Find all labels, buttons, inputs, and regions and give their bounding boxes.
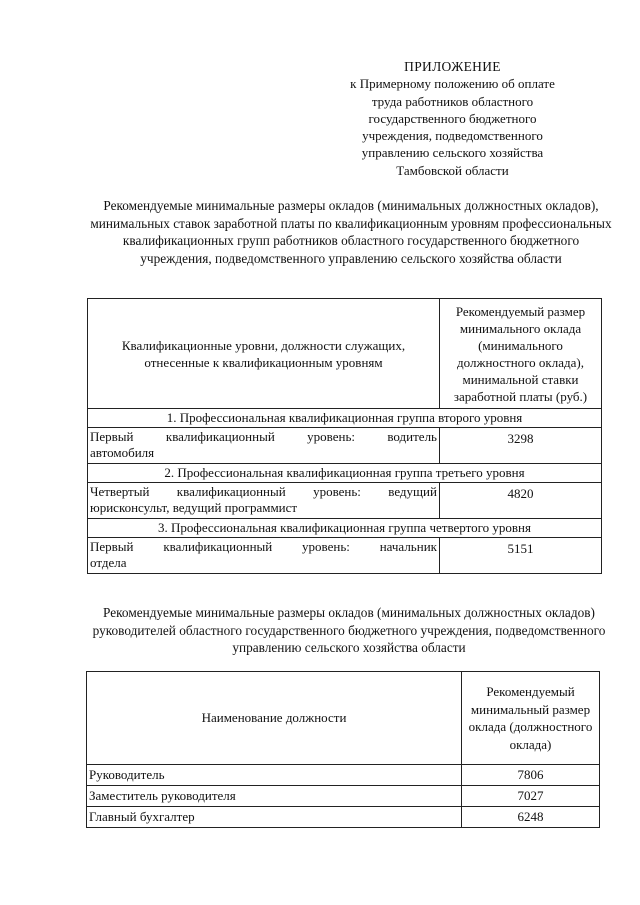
appendix-block — [330, 58, 575, 179]
group-row — [88, 409, 602, 428]
position-line: юрисконсульт, ведущий программист — [90, 500, 298, 515]
appendix-title: ПРИЛОЖЕНИЕ — [404, 59, 501, 74]
position-line: отдела — [90, 555, 127, 570]
table-row — [87, 786, 600, 807]
table-header-row — [88, 299, 602, 409]
position-word: квалификационный — [163, 539, 273, 554]
section1-heading: Рекомендуемые минимальные размеры окладов (минимальных должностных окладов), минимальных ставок заработной платы по квалификационным уровням профессиональных квалификационных групп работников областного государственного бюджетного учреждения, подведомственного управлению сельского хозяйства области — [90, 198, 612, 266]
appendix-line: Тамбовской области — [396, 162, 509, 178]
header-qualification-levels: Квалификационные уровни, должности служащих, отнесенные к квалификационным уровням — [88, 299, 440, 409]
position-word: квалификационный — [176, 484, 286, 499]
salary-value: 6248 — [462, 807, 600, 828]
position-line — [90, 429, 437, 445]
position-word: Первый — [90, 429, 134, 444]
salary-value: 3298 — [440, 428, 602, 464]
header-recommended-salary: Рекомендуемый минимальный размер оклада (должностного оклада) — [462, 672, 600, 765]
position-line — [90, 484, 437, 500]
position-cell: Заместитель руководителя — [87, 786, 462, 807]
appendix-line: к Примерному положению об оплате — [350, 76, 555, 92]
position-cell — [88, 483, 440, 519]
position-cell — [88, 538, 440, 574]
position-word: начальник — [379, 539, 437, 554]
position-word: ведущий — [388, 484, 437, 499]
table-header-row — [87, 672, 600, 765]
table-row — [88, 538, 602, 574]
group-title: 1. Профессиональная квалификационная группа второго уровня — [88, 409, 602, 428]
position-word: квалификационный — [165, 429, 275, 444]
salary-value: 7806 — [462, 765, 600, 786]
appendix-line: государственного бюджетного — [368, 110, 537, 126]
group-row — [88, 519, 602, 538]
group-title: 3. Профессиональная квалификационная группа четвертого уровня — [88, 519, 602, 538]
table-row — [88, 428, 602, 464]
position-word: уровень: — [302, 539, 350, 554]
header-position-name: Наименование должности — [87, 672, 462, 765]
position-word: уровень: — [313, 484, 361, 499]
header-recommended-salary: Рекомендуемый размер минимального оклада (минимального должностного оклада), минимальной ставки заработной платы (руб.) — [440, 299, 602, 409]
section2-heading: Рекомендуемые минимальные размеры окладов (минимальных должностных окладов) руководителей областного государственного бюджетного учреждения, подведомственного управлению сельского хозяйства области — [92, 605, 606, 656]
position-word: водитель — [387, 429, 437, 444]
appendix-line: труда работников областного — [371, 93, 534, 109]
position-line: автомобиля — [90, 445, 155, 460]
salary-value: 5151 — [440, 538, 602, 574]
position-cell: Главный бухгалтер — [87, 807, 462, 828]
position-line — [90, 539, 437, 555]
position-word: Четвертый — [90, 484, 150, 499]
management-salary-table — [86, 671, 600, 828]
position-cell — [88, 428, 440, 464]
table-row — [87, 807, 600, 828]
appendix-line: управлению сельского хозяйства — [361, 145, 544, 161]
position-cell: Руководитель — [87, 765, 462, 786]
table-row — [87, 765, 600, 786]
group-row — [88, 464, 602, 483]
position-word: уровень: — [307, 429, 355, 444]
table-row — [88, 483, 602, 519]
position-word: Первый — [90, 539, 134, 554]
qualification-salary-table — [87, 298, 602, 574]
salary-value: 7027 — [462, 786, 600, 807]
appendix-line: учреждения, подведомственного — [362, 128, 543, 144]
salary-value: 4820 — [440, 483, 602, 519]
group-title: 2. Профессиональная квалификационная группа третьего уровня — [88, 464, 602, 483]
